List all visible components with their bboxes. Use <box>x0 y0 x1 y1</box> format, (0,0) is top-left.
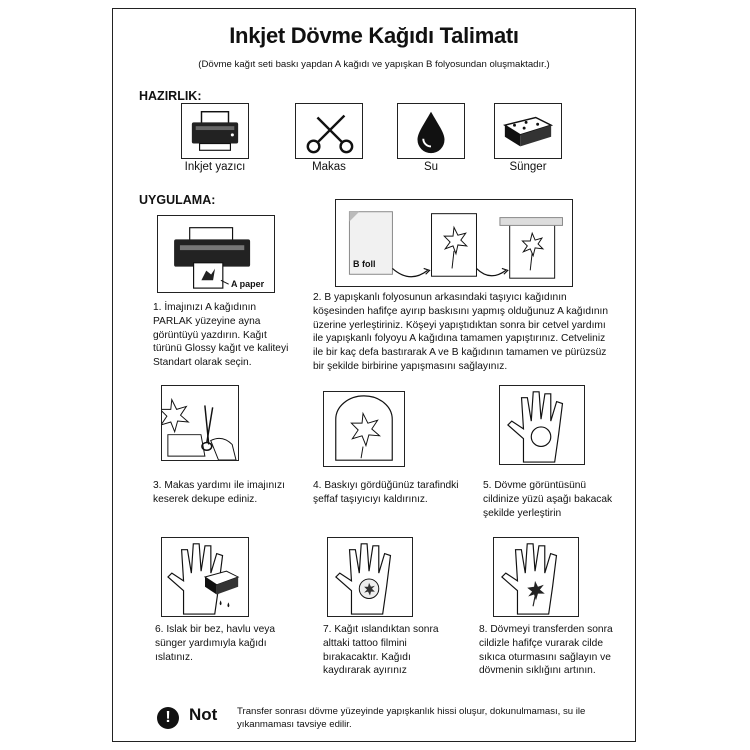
exclamation-icon: ! <box>157 707 179 729</box>
water-drop-icon <box>397 103 465 159</box>
tool-label-printer: Inkjet yazıcı <box>184 161 246 173</box>
a-paper-label: A paper <box>231 279 265 289</box>
step-6-text: 6. Islak bir bez, havlu veya sünger yardımıyla kağıdı ıslatınız. <box>155 624 276 663</box>
application-heading: UYGULAMA: <box>139 193 216 207</box>
tool-label-water: Su <box>423 161 439 173</box>
note-label: Not <box>189 705 218 724</box>
instruction-sheet <box>112 8 636 742</box>
step-4-text: 4. Baskıyı gördüğünüz tarafindki şeffaf taşıyıcıyı kaldırınız. <box>313 480 459 505</box>
step-4-image <box>323 391 405 467</box>
step-1-text: 1. İmajınızı A kağıdının PARLAK yüzeyine ayna görüntüyü yazdırın. Kağıt türünü Glossy kağıt ve kaliteyi Standart olarak seçin. <box>153 302 289 369</box>
step-8-image <box>493 537 579 617</box>
step-3-text: 3. Makas yardımı ile imajınızı keserek dekupe ediniz. <box>153 480 285 505</box>
note-text: Transfer sonrası dövme yüzeyinde yapışkanlık hissi oluşur, dokunulmaması, su ile yıkanmaması tavsiye edilir. <box>237 706 586 731</box>
step-7-image <box>327 537 413 617</box>
step-3-image <box>161 385 239 461</box>
page-subtitle: (Dövme kağıt seti baskı yapdan A kağıdı ve yapışkan B folyosundan oluşmaktadır.) <box>198 59 550 70</box>
step-8-text: 8. Dövmeyi transferden sonra cildizle hafifçe vurarak cilde sıkıca oturmasını sağlayın ve dövmenin sıklığını artının. <box>479 624 613 677</box>
step-5-text: 5. Dövme görüntüsünü cildinize yüzü aşağı bakacak şekilde yerleştirin <box>483 480 613 519</box>
page-title: Inkjet Dövme Kağıdı Talimatı <box>229 23 519 48</box>
tool-label-sponge: Sünger <box>509 161 547 173</box>
step-6-image <box>161 537 249 617</box>
preparation-heading: HAZIRLIK: <box>139 89 202 103</box>
step-2-text: 2. B yapışkanlı folyosunun arkasındaki taşıyıcı kağıdının köşesinden hafifçe ayırıp baskısını yapmış olduğunuz A kağıdının üzerine yerleştiriniz. Köşeyi yapıştıdıktan sonra bir cetvel yardımı ile yapışkanlı folyoyu A kağıdına tamamen yapıştırınız. Cetveliniz ile bir kaç defa bastırarak A ve B kağıdının tamamen ve pürüzsüz bir şekilde birbirine yapışmasını sağlayınız. <box>313 292 609 372</box>
tool-label-scissors: Makas <box>312 161 346 173</box>
step-7-text: 7. Kağıt ıslandıktan sonra alttaki tattoo filmini bırakacaktır. Kağıdı kaydırarak ayırınız <box>323 624 439 677</box>
scissors-icon <box>295 103 363 159</box>
step-5-image <box>499 385 585 465</box>
step-2-image <box>335 199 573 287</box>
printer-icon <box>181 103 249 159</box>
sponge-icon <box>494 103 562 159</box>
b-foil-label: B foll <box>353 259 376 269</box>
